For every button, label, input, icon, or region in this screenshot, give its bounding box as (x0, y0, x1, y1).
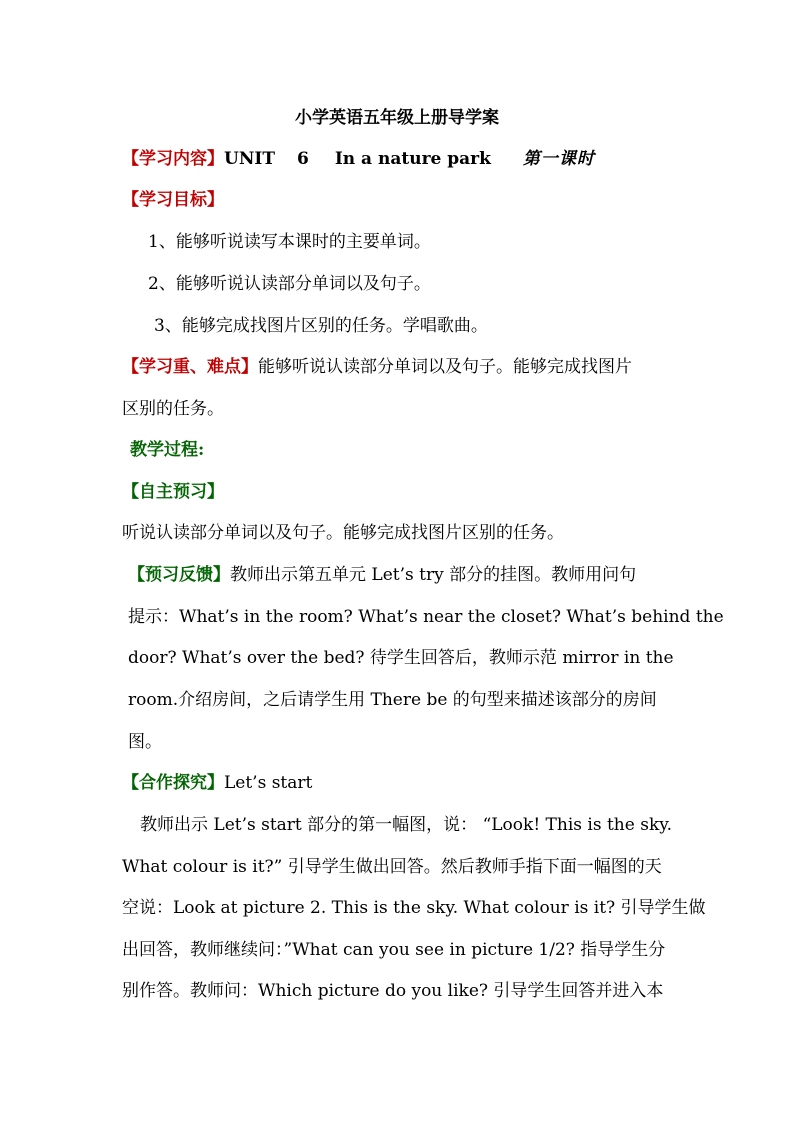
content-label: 【学习内容】 (122, 149, 224, 169)
coop-line-3: 空说：Look at picture 2. This is the sky. What colour is it? 引导学生做 (122, 898, 706, 918)
content-row (122, 147, 595, 171)
feedback-line-3: door? What’s over the bed? 待学生回答后，教师示范 mirror in the (128, 648, 674, 668)
coop-label: 【合作探究】 (122, 773, 224, 793)
key-label: 【学习重、难点】 (122, 357, 258, 377)
goal-3: 3、能够完成找图片区别的任务。学唱歌曲。 (154, 316, 488, 336)
key-text-2: 区别的任务。 (122, 399, 224, 419)
content-unit: UNIT (224, 149, 275, 169)
key-text-1: 能够听说认读部分单词以及句子。能够完成找图片 (258, 357, 632, 377)
preview-text: 听说认读部分单词以及句子。能够完成找图片区别的任务。 (122, 523, 564, 543)
goals-label: 【学习目标】 (122, 190, 224, 210)
content-lesson: 第一课时 (522, 149, 595, 169)
coop-line-1: 教师出示 Let’s start 部分的第一幅图，说： “Look! This is the sky. (140, 815, 672, 835)
coop-line-2: What colour is it?” 引导学生做出回答。然后教师手指下面一幅图的天 (122, 857, 662, 877)
coop-title: Let’s start (224, 773, 313, 793)
content-topic: In a nature park (334, 149, 491, 169)
coop-line-5: 别作答。教师问：Which picture do you like? 引导学生回答并进入本 (122, 981, 664, 1001)
goal-1: 1、能够听说读写本课时的主要单词。 (148, 232, 431, 252)
document-title: 小学英语五年级上册导学案 (295, 108, 499, 128)
content-num: 6 (296, 149, 309, 169)
goal-2: 2、能够听说认读部分单词以及句子。 (148, 274, 431, 294)
process-label: 教学过程: (130, 440, 205, 460)
feedback-line-5: 图。 (128, 732, 162, 752)
feedback-line-4: room.介绍房间，之后请学生用 There be 的句型来描述该部分的房间 (128, 690, 657, 710)
feedback-label: 【预习反馈】 (128, 565, 230, 585)
feedback-row (128, 563, 636, 587)
coop-row (122, 771, 312, 795)
feedback-line-2: 提示：What’s in the room? What’s near the closet? What’s behind the (128, 607, 724, 627)
feedback-line-1: 教师出示第五单元 Let’s try 部分的挂图。教师用问句 (230, 565, 637, 585)
preview-label: 【自主预习】 (122, 482, 224, 502)
coop-line-4: 出回答，教师继续问：”What can you see in picture 1/2? 指导学生分 (122, 940, 666, 960)
key-row (122, 355, 632, 379)
